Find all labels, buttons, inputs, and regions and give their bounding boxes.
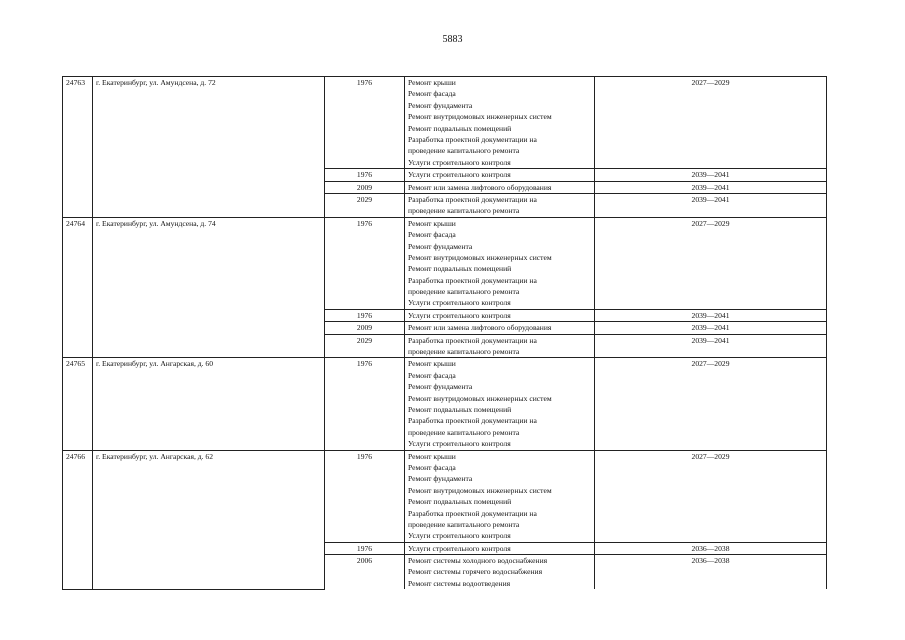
work-item: Ремонт подвальных помещений (408, 405, 512, 414)
work-item: Ремонт системы горячего водоснабжения (408, 567, 543, 577)
work-item: проведение капитального ремонта (408, 519, 520, 529)
period-cell: 2039—2041 (595, 169, 827, 181)
work-item: Ремонт фундамента (408, 100, 473, 110)
works-cell (405, 334, 595, 358)
work-item: Ремонт подвальных помещений (408, 264, 512, 274)
period-cell: 2036—2038 (595, 555, 827, 590)
work-item: Ремонт крыши (408, 359, 456, 369)
year-cell: 1976 (325, 542, 405, 554)
period-cell: 2039—2041 (595, 309, 827, 321)
work-item: Ремонт внутридомовых инженерных систем (408, 485, 552, 495)
period-cell: 2039—2041 (595, 193, 827, 217)
works-cell (405, 181, 595, 193)
work-item: Ремонт крыши (408, 451, 456, 461)
record-address: г. Екатеринбург, ул. Ангарская, д. 60 (93, 358, 325, 450)
works-cell (405, 358, 595, 450)
work-item: Разработка проектной документации на (408, 335, 537, 345)
work-item: Ремонт крыши (408, 218, 456, 228)
work-item: Услуги строительного контроля (408, 439, 511, 449)
work-item: проведение капитального ремонта (408, 146, 520, 156)
year-cell: 2029 (325, 193, 405, 217)
work-item: Ремонт или замена лифтового оборудования (408, 182, 552, 192)
record-address: г. Екатеринбург, ул. Амундсена, д. 72 (93, 77, 325, 218)
repair-schedule-table (62, 76, 827, 590)
table-row (63, 450, 827, 542)
work-item: Ремонт внутридомовых инженерных систем (408, 252, 552, 262)
work-item: Ремонт внутридомовых инженерных систем (408, 112, 552, 122)
work-item: Услуги строительного контроля (408, 310, 511, 320)
work-item: Услуги строительного контроля (408, 531, 511, 541)
record-number: 24765 (63, 358, 93, 450)
record-address: г. Екатеринбург, ул. Амундсена, д. 74 (93, 217, 325, 358)
work-item: Услуги строительного контроля (408, 170, 511, 180)
page-number: 5883 (442, 34, 463, 45)
work-item: Ремонт или замена лифтового оборудования (408, 323, 552, 333)
work-item: Ремонт фасада (408, 230, 456, 240)
table-row (63, 358, 827, 450)
year-cell: 2006 (325, 555, 405, 590)
works-cell (405, 542, 595, 554)
work-item: проведение капитального ремонта (408, 347, 520, 357)
repair-schedule-body (63, 77, 827, 590)
year-cell: 2009 (325, 181, 405, 193)
period-cell: 2027—2029 (595, 217, 827, 309)
work-item: Услуги строительного контроля (408, 298, 511, 308)
record-number: 24766 (63, 450, 93, 589)
table-row (63, 77, 827, 169)
period-cell: 2027—2029 (595, 450, 827, 542)
period-cell: 2039—2041 (595, 322, 827, 334)
work-item: Ремонт фасада (408, 89, 456, 99)
period-cell: 2027—2029 (595, 77, 827, 169)
work-item: Ремонт системы водоотведения (408, 578, 511, 588)
year-cell: 1976 (325, 358, 405, 450)
work-item: проведение капитального ремонта (408, 206, 520, 216)
year-cell: 1976 (325, 217, 405, 309)
works-cell (405, 309, 595, 321)
year-cell: 2029 (325, 334, 405, 358)
work-item: Ремонт фундамента (408, 241, 473, 251)
year-cell: 2009 (325, 322, 405, 334)
works-cell (405, 217, 595, 309)
work-item: Ремонт фундамента (408, 474, 473, 484)
work-item: Услуги строительного контроля (408, 543, 511, 553)
period-cell: 2036—2038 (595, 542, 827, 554)
work-item: Ремонт внутридомовых инженерных систем (408, 393, 552, 403)
table-row (63, 217, 827, 309)
work-item: Ремонт подвальных помещений (408, 497, 512, 507)
work-item: проведение капитального ремонта (408, 287, 520, 297)
record-address: г. Екатеринбург, ул. Ангарская, д. 62 (93, 450, 325, 589)
year-cell: 1976 (325, 169, 405, 181)
works-cell (405, 77, 595, 169)
work-item: Ремонт системы холодного водоснабжения (408, 556, 548, 566)
work-item: Ремонт фундамента (408, 382, 473, 392)
work-item: Разработка проектной документации на (408, 134, 537, 144)
works-cell (405, 555, 595, 590)
year-cell: 1976 (325, 77, 405, 169)
period-cell: 2039—2041 (595, 334, 827, 358)
work-item: Разработка проектной документации на (408, 508, 537, 518)
works-cell (405, 450, 595, 542)
record-number: 24763 (63, 77, 93, 218)
work-item: Услуги строительного контроля (408, 157, 511, 167)
work-item: Ремонт крыши (408, 78, 456, 87)
year-cell: 1976 (325, 309, 405, 321)
works-cell (405, 322, 595, 334)
work-item: Ремонт фасада (408, 370, 456, 380)
record-number: 24764 (63, 217, 93, 358)
works-cell (405, 169, 595, 181)
work-item: Разработка проектной документации на (408, 275, 537, 285)
work-item: Разработка проектной документации на (408, 194, 537, 204)
work-item: Разработка проектной документации на (408, 416, 537, 426)
work-item: проведение капитального ремонта (408, 427, 520, 437)
work-item: Ремонт фасада (408, 462, 456, 472)
period-cell: 2039—2041 (595, 181, 827, 193)
period-cell: 2027—2029 (595, 358, 827, 450)
work-item: Ремонт подвальных помещений (408, 123, 512, 133)
works-cell (405, 193, 595, 217)
year-cell: 1976 (325, 450, 405, 542)
